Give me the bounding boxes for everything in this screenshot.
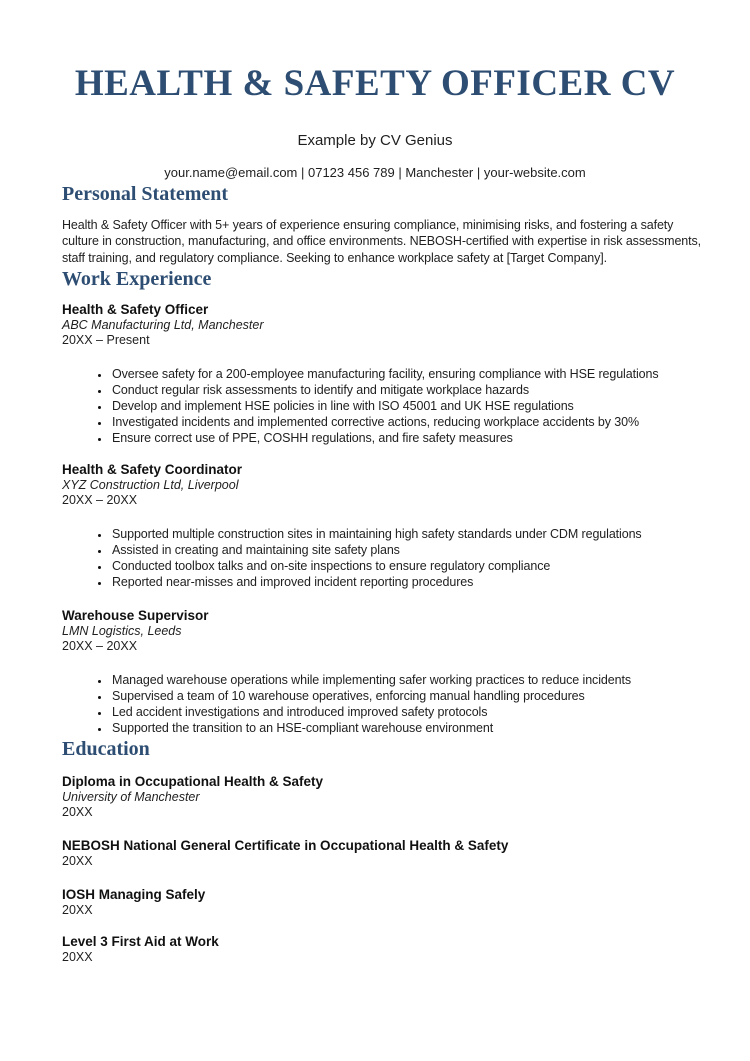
section-heading-work-experience: Work Experience: [62, 268, 212, 291]
job-bullet: • Oversee safety for a 200-employee manufacturing facility, ensuring compliance with HSE regulations: [110, 366, 722, 382]
job-bullet: • Conduct regular risk assessments to identify and mitigate workplace hazards: [110, 382, 722, 398]
education-year: 20XX: [62, 854, 93, 869]
job-block: [62, 462, 722, 590]
education-title: Level 3 First Aid at Work: [62, 934, 219, 950]
job-block: [62, 608, 722, 736]
page-title: HEALTH & SAFETY OFFICER CV: [74, 63, 676, 104]
job-bullet: • Supervised a team of 10 warehouse operatives, enforcing manual handling procedures: [110, 688, 722, 704]
education-title: Diploma in Occupational Health & Safety: [62, 774, 324, 790]
cv-body: [62, 181, 722, 966]
job-bullet: • Develop and implement HSE policies in line with ISO 45001 and UK HSE regulations: [110, 398, 722, 414]
job-title: Health & Safety Coordinator: [62, 462, 243, 478]
job-block: [62, 302, 722, 446]
job-dates: 20XX – Present: [62, 333, 150, 348]
job-bullet: • Ensure correct use of PPE, COSHH regulations, and fire safety measures: [110, 430, 722, 446]
education-entry: [62, 934, 722, 965]
education-year: 20XX: [62, 950, 93, 965]
education-title: IOSH Managing Safely: [62, 887, 206, 903]
section-heading-education: Education: [62, 738, 150, 761]
job-bullet: • Managed warehouse operations while implementing safer working practices to reduce incidents: [110, 672, 722, 688]
job-title: Health & Safety Officer: [62, 302, 209, 318]
education-entry: [62, 838, 722, 869]
education-school: University of Manchester: [62, 790, 200, 805]
cv-header: [0, 64, 750, 181]
job-bullet-list: [62, 672, 722, 736]
education-entry: [62, 774, 722, 820]
job-bullet: • Assisted in creating and maintaining site safety plans: [110, 542, 722, 558]
job-bullet-list: [62, 526, 722, 590]
job-bullet: • Led accident investigations and introduced improved safety protocols: [110, 704, 722, 720]
contact-line: your.name@email.com | 07123 456 789 | Manchester | your-website.com: [164, 164, 586, 180]
job-bullet: • Reported near-misses and improved incident reporting procedures: [110, 574, 722, 590]
job-bullet: • Investigated incidents and implemented corrective actions, reducing workplace accidents by 30%: [110, 414, 722, 430]
job-bullet: • Supported the transition to an HSE-compliant warehouse environment: [110, 720, 722, 736]
job-company: XYZ Construction Ltd, Liverpool: [62, 478, 239, 493]
job-dates: 20XX – 20XX: [62, 493, 138, 508]
education-title: NEBOSH National General Certificate in Occupational Health & Safety: [62, 838, 509, 854]
subtitle: Example by CV Genius: [297, 131, 453, 149]
job-bullet: • Conducted toolbox talks and on-site inspections to ensure regulatory compliance: [110, 558, 722, 574]
section-heading-personal-statement: Personal Statement: [62, 182, 229, 205]
job-company: LMN Logistics, Leeds: [62, 624, 182, 639]
education-year: 20XX: [62, 903, 93, 918]
personal-statement-text: Health & Safety Officer with 5+ years of experience ensuring compliance, minimising risks, and fostering a safety culture in construction, manufacturing, and office environments. NEBOSH-certified with expertise in risk assessments, staff training, and regulatory compliance. Seeking to enhance workplace safety at [Target Company].: [62, 217, 702, 265]
job-bullet-list: [62, 366, 722, 446]
job-dates: 20XX – 20XX: [62, 639, 138, 654]
job-title: Warehouse Supervisor: [62, 608, 209, 624]
job-company: ABC Manufacturing Ltd, Manchester: [62, 318, 264, 333]
education-year: 20XX: [62, 805, 93, 820]
job-bullet: • Supported multiple construction sites in maintaining high safety standards under CDM regulations: [110, 526, 722, 542]
education-entry: [62, 887, 722, 918]
